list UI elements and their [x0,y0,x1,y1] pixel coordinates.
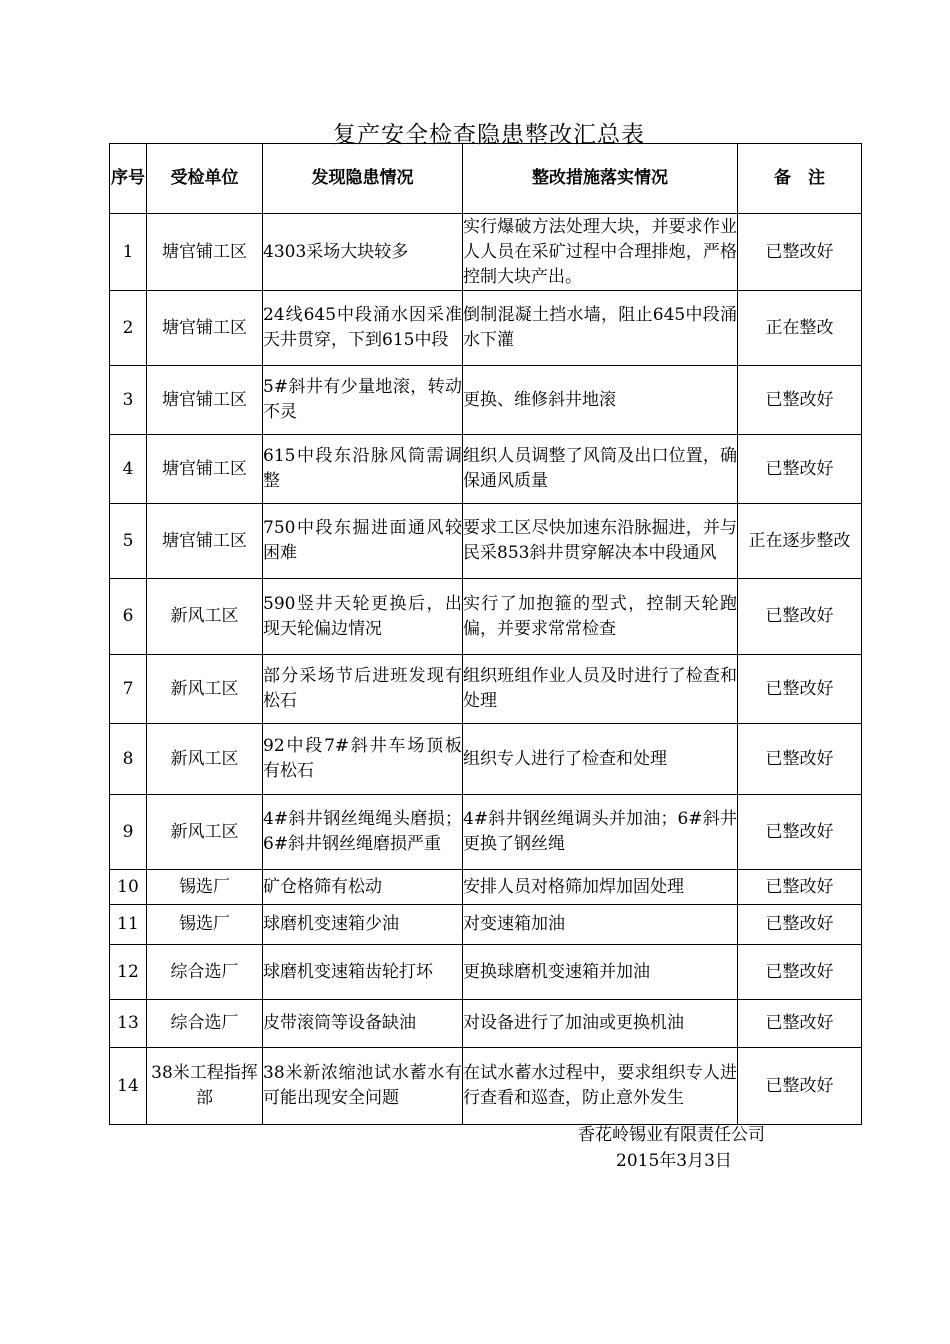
row-status: 已整改好 [738,905,862,945]
row-unit: 塘官铺工区 [147,366,263,435]
row-unit: 新风工区 [147,579,263,655]
row-unit: 锡选厂 [147,905,263,945]
row-action: 组织人员调整了风筒及出口位置，确保通风质量 [463,435,738,504]
row-unit: 塘官铺工区 [147,291,263,366]
row-action: 组织班组作业人员及时进行了检查和处理 [463,655,738,724]
table-row [110,1000,862,1048]
row-issue: 皮带滚筒等设备缺油 [263,1000,463,1048]
row-issue: 球磨机变速箱齿轮打坏 [263,945,463,1000]
issuing-company: 香花岭锡业有限责任公司 [578,1125,765,1145]
header-remark: 备 注 [738,144,862,214]
row-unit: 锡选厂 [147,870,263,905]
row-no: 14 [110,1048,147,1125]
row-status: 正在逐步整改 [738,504,862,579]
table-row [110,724,862,795]
row-no: 12 [110,945,147,1000]
row-action: 倒制混凝土挡水墙，阻止645中段涌水下灌 [463,291,738,366]
table-row [110,1048,862,1125]
document-title: 复产安全检查隐患整改汇总表 [333,122,645,148]
row-action: 安排人员对格筛加焊加固处理 [463,870,738,905]
row-issue: 矿仓格筛有松动 [263,870,463,905]
table-row [110,945,862,1000]
row-status: 已整改好 [738,945,862,1000]
row-status: 已整改好 [738,435,862,504]
row-no: 13 [110,1000,147,1048]
row-no: 1 [110,214,147,291]
header-unit: 受检单位 [147,144,263,214]
table-header-row [110,144,862,214]
row-no: 4 [110,435,147,504]
row-issue: 615中段东沿脉风筒需调整 [263,435,463,504]
row-issue: 4#斜井钢丝绳绳头磨损；6#斜井钢丝绳磨损严重 [263,795,463,870]
table-row [110,214,862,291]
header-action: 整改措施落实情况 [463,144,738,214]
row-no: 7 [110,655,147,724]
row-status: 已整改好 [738,579,862,655]
row-action: 组织专人进行了检查和处理 [463,724,738,795]
row-unit: 塘官铺工区 [147,435,263,504]
row-no: 3 [110,366,147,435]
table-row [110,795,862,870]
row-unit: 综合选厂 [147,945,263,1000]
row-issue: 92中段7#斜井车场顶板有松石 [263,724,463,795]
row-unit: 新风工区 [147,795,263,870]
table-row [110,291,862,366]
row-action: 在试水蓄水过程中，要求组织专人进行查看和巡查，防止意外发生 [463,1048,738,1125]
row-issue: 750中段东掘进面通风较困难 [263,504,463,579]
row-action: 对设备进行了加油或更换机油 [463,1000,738,1048]
row-action: 更换、维修斜井地滚 [463,366,738,435]
row-unit: 塘官铺工区 [147,214,263,291]
row-status: 已整改好 [738,655,862,724]
row-issue: 5#斜井有少量地滚，转动不灵 [263,366,463,435]
row-action: 实行了加抱箍的型式，控制天轮跑偏，并要求常常检查 [463,579,738,655]
row-issue: 4303采场大块较多 [263,214,463,291]
row-no: 6 [110,579,147,655]
issue-date: 2015年3月3日 [616,1151,732,1171]
row-unit: 塘官铺工区 [147,504,263,579]
row-no: 10 [110,870,147,905]
table-row [110,504,862,579]
row-no: 9 [110,795,147,870]
row-status: 正在整改 [738,291,862,366]
table-row [110,870,862,905]
hazard-rectification-table [109,143,862,1125]
table-row [110,579,862,655]
row-action: 对变速箱加油 [463,905,738,945]
row-issue: 590竖井天轮更换后，出现天轮偏边情况 [263,579,463,655]
row-unit: 新风工区 [147,724,263,795]
row-status: 已整改好 [738,1048,862,1125]
row-no: 2 [110,291,147,366]
table-row [110,905,862,945]
row-action: 4#斜井钢丝绳调头并加油；6#斜井更换了钢丝绳 [463,795,738,870]
table-row [110,655,862,724]
row-status: 已整改好 [738,366,862,435]
row-status: 已整改好 [738,795,862,870]
row-action: 更换球磨机变速箱并加油 [463,945,738,1000]
header-issue: 发现隐患情况 [263,144,463,214]
row-issue: 球磨机变速箱少油 [263,905,463,945]
row-unit: 综合选厂 [147,1000,263,1048]
row-issue: 部分采场节后进班发现有松石 [263,655,463,724]
row-status: 已整改好 [738,1000,862,1048]
row-unit: 38米工程指挥部 [147,1048,263,1125]
row-no: 8 [110,724,147,795]
header-no: 序号 [110,144,147,214]
row-no: 11 [110,905,147,945]
row-action: 实行爆破方法处理大块，并要求作业人人员在采矿过程中合理排炮，严格控制大块产出。 [463,214,738,291]
table-row [110,435,862,504]
row-issue: 38米新浓缩池试水蓄水有可能出现安全问题 [263,1048,463,1125]
row-status: 已整改好 [738,870,862,905]
row-unit: 新风工区 [147,655,263,724]
row-action: 要求工区尽快加速东沿脉掘进，并与民采853斜井贯穿解决本中段通风 [463,504,738,579]
row-issue: 24线645中段涌水因采准天井贯穿，下到615中段 [263,291,463,366]
row-no: 5 [110,504,147,579]
table-row [110,366,862,435]
row-status: 已整改好 [738,214,862,291]
row-status: 已整改好 [738,724,862,795]
